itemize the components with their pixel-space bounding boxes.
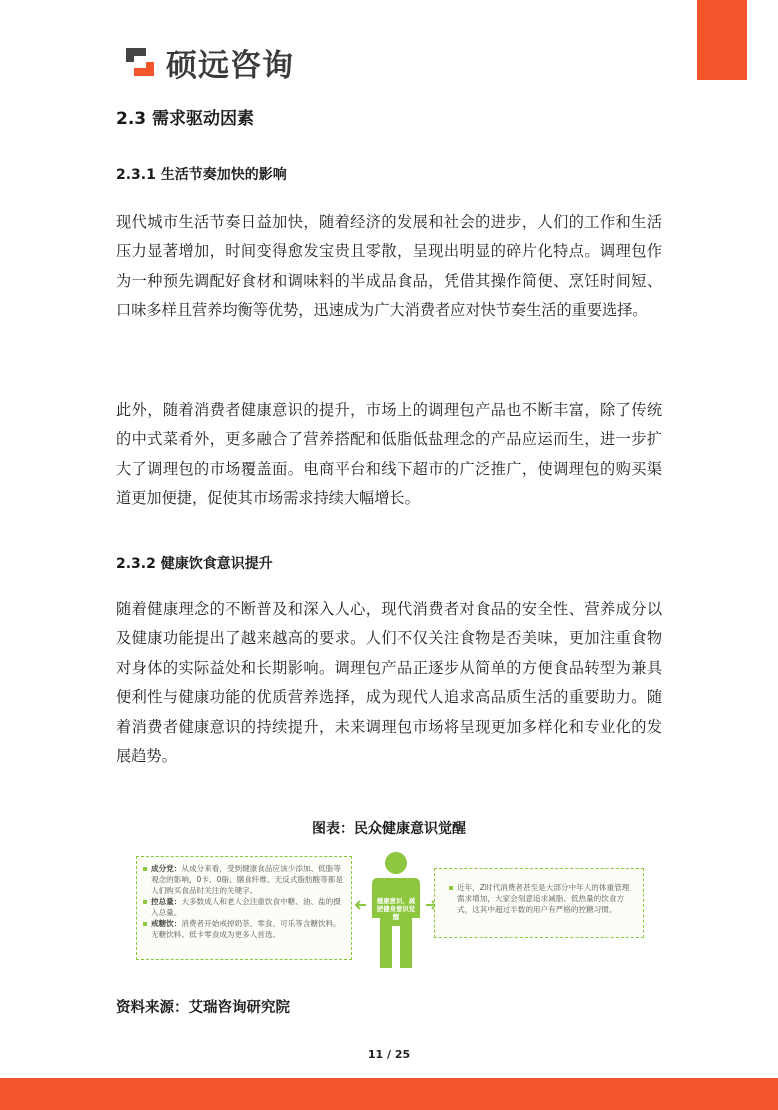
- paragraph-2: 此外，随着消费者健康意识的提升，市场上的调理包产品也不断丰富，除了传统的中式菜肴外，更多融合了营养搭配和低脂低盐理念的产品应运而生，进一步扩大了调理包的市场覆盖面。电商平台和线下超市的广泛推广，使调理包的购买渠道更加便捷，促使其市场需求持续大幅增长。: [116, 401, 662, 508]
- list-item: 控总量：大多数成人和老人会注重饮食中糖、油、盐的摄入总量。: [143, 896, 345, 918]
- left-info-box: [136, 856, 352, 960]
- logo-mark-icon: [122, 44, 158, 80]
- list-item: 戒糖饮：消费者开始戒掉奶茶、零食、可乐等含糖饮料。无糖饮料、低卡零食成为更多人首选。: [143, 918, 345, 940]
- company-logo: [122, 42, 294, 82]
- center-label: 健康意识、减肥健身意识觉醒: [376, 897, 416, 921]
- right-info-text: 近年，Z时代消费者甚至是大部分中年人的体重管理需求增加，大家会刻意追求减脂、低热量的饮食方式，这其中超过半数的用户有严格的控糖习惯。: [449, 882, 633, 915]
- footer-accent-bar: [0, 1078, 778, 1110]
- subsection-title-1: 2.3.1 生活节奏加快的影响: [116, 167, 287, 183]
- subsection-title-2: 2.3.2 健康饮食意识提升: [116, 556, 273, 572]
- health-awareness-infographic: [136, 850, 644, 968]
- section-title: 2.3 需求驱动因素: [116, 109, 255, 129]
- paragraph-1: 现代城市生活节奏日益加快，随着经济的发展和社会的进步，人们的工作和生活压力显著增加，时间变得愈发宝贵且零散，呈现出明显的碎片化特点。调理包作为一种预先调配好食材和调味料的半成品食品，凭借其操作简便、烹饪时间短、口味多样且营养均衡等优势，迅速成为广大消费者应对快节奏生活的重要选择。: [116, 213, 662, 320]
- figure-title: 图表：民众健康意识觉醒: [312, 821, 466, 837]
- arrow-left-icon: [354, 898, 368, 912]
- paragraph-3: 随着健康理念的不断普及和深入人心，现代消费者对食品的安全性、营养成分以及健康功能提出了越来越高的要求。人们不仅关注食物是否美味，更加注重食物对身体的实际益处和长期影响。调理包产品正逐步从简单的方便食品转型为兼具便利性与健康功能的优质营养选择，成为现代人追求高品质生活的重要助力。随着消费者健康意识的持续提升，未来调理包市场将呈现更加多样化和专业化的发展趋势。: [116, 600, 662, 766]
- source-note: 资料来源：艾瑞咨询研究院: [116, 1000, 290, 1016]
- corner-accent-block: [697, 0, 747, 80]
- right-info-box: [434, 868, 644, 938]
- list-item: 成分党：从成分来看，受到健康食品应该少添加、低脂等观念的影响，0卡、0脂、膳食纤维、无反式脂肪酸等都是人们购买食品时关注的关键字。: [143, 863, 345, 896]
- logo-text: 硕远咨询: [166, 47, 294, 84]
- page-number: 11 / 25: [367, 1048, 411, 1061]
